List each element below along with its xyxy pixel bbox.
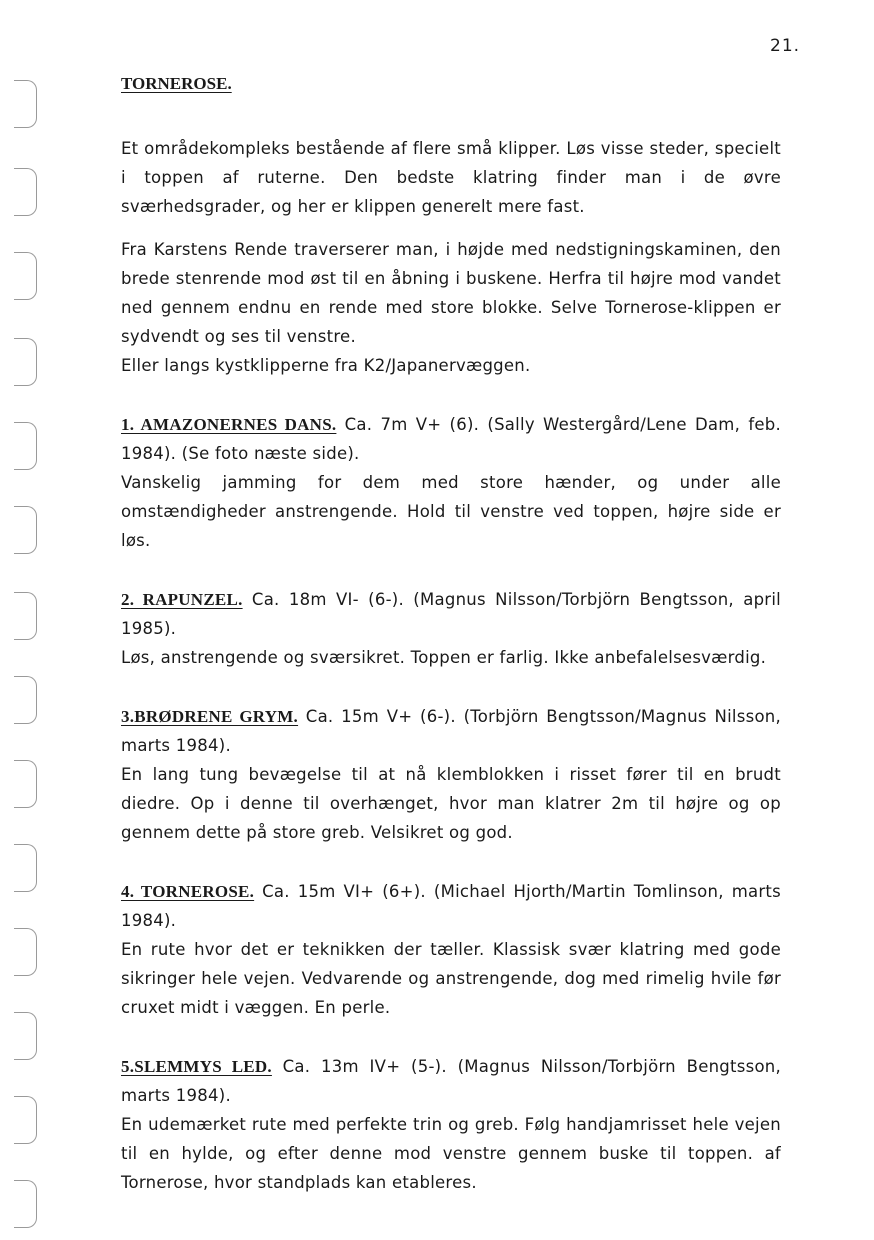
page-number: 21. <box>770 36 801 56</box>
binding-ring <box>14 506 37 554</box>
route-info: Ca. 7m V+ (6). (Sally Westergård/Lene Dam, feb. 1984). (Se foto næste side). <box>121 415 781 463</box>
route-name: 4. TORNEROSE. <box>121 882 255 901</box>
route-description: En udemærket rute med perfekte trin og greb. Følg handjamrisset hele vejen til en hylde, og efter denne mod venstre gennem buske til toppen. af Tornerose, hvor standplads kan etableres. <box>121 1115 781 1192</box>
route-name: 5.SLEMMYS LED. <box>121 1057 272 1076</box>
binding-ring <box>14 928 37 976</box>
binding-ring <box>14 1096 37 1144</box>
binding-ring <box>14 252 37 300</box>
spiral-binding <box>0 0 48 1240</box>
route-entry <box>121 410 781 555</box>
document-body <box>121 74 781 1197</box>
route-info: Ca. 15m V+ (6-). (Torbjörn Bengtsson/Magnus Nilsson, marts 1984). <box>121 707 781 755</box>
route-name: 2. RAPUNZEL. <box>121 590 243 609</box>
route-info: Ca. 15m VI+ (6+). (Michael Hjorth/Martin Tomlinson, marts 1984). <box>121 882 781 930</box>
route-name: 3.BRØDRENE GRYM. <box>121 707 299 726</box>
route-description: En rute hvor det er teknikken der tæller. Klassisk svær klatring med gode sikringer hele vejen. Vedvarende og anstrengende, dog med rimelig hvile før cruxet midt i væggen. En perle. <box>121 940 781 1017</box>
section-title: TORNEROSE. <box>121 74 232 93</box>
route-name: 1. AMAZONERNES DANS. <box>121 415 337 434</box>
route-description: Vanskelig jamming for dem med store hænder, og under alle omstændigheder anstrengende. Hold til venstre ved toppen, højre side er løs. <box>121 473 781 550</box>
route-entry <box>121 702 781 847</box>
route-entry <box>121 585 781 672</box>
route-entry <box>121 1052 781 1197</box>
binding-ring <box>14 168 37 216</box>
binding-ring <box>14 80 37 128</box>
alt-approach-paragraph: Eller langs kystklipperne fra K2/Japanervæggen. <box>121 356 531 375</box>
route-description: Løs, anstrengende og sværsikret. Toppen er farlig. Ikke anbefalelsesværdig. <box>121 648 767 667</box>
binding-ring <box>14 1180 37 1228</box>
route-entry <box>121 877 781 1022</box>
binding-ring <box>14 1012 37 1060</box>
binding-ring <box>14 338 37 386</box>
binding-ring <box>14 592 37 640</box>
binding-ring <box>14 760 37 808</box>
binding-ring <box>14 676 37 724</box>
route-description: En lang tung bevægelse til at nå klemblokken i risset fører til en brudt diedre. Op i denne til overhænget, hvor man klatrer 2m til højre og op gennem dette på store greb. Velsikret og god. <box>121 765 781 842</box>
route-info: Ca. 13m IV+ (5-). (Magnus Nilsson/Torbjörn Bengtsson, marts 1984). <box>121 1057 781 1105</box>
binding-ring <box>14 422 37 470</box>
approach-paragraph: Fra Karstens Rende traverserer man, i højde med nedstigningskaminen, den brede stenrende mod øst til en åbning i buskene. Herfra til højre mod vandet ned gennem endnu en rende med store blokke. Selve Tornerose-klippen er sydvendt og ses til venstre. <box>121 240 781 346</box>
binding-ring <box>14 844 37 892</box>
route-info: Ca. 18m VI- (6-). (Magnus Nilsson/Torbjörn Bengtsson, april 1985). <box>121 590 781 638</box>
intro-paragraph: Et områdekompleks bestående af flere små klipper. Løs visse steder, specielt i toppen af ruterne. Den bedste klatring finder man i de øvre sværhedsgrader, og her er klippen generelt mere fast. <box>121 139 781 216</box>
